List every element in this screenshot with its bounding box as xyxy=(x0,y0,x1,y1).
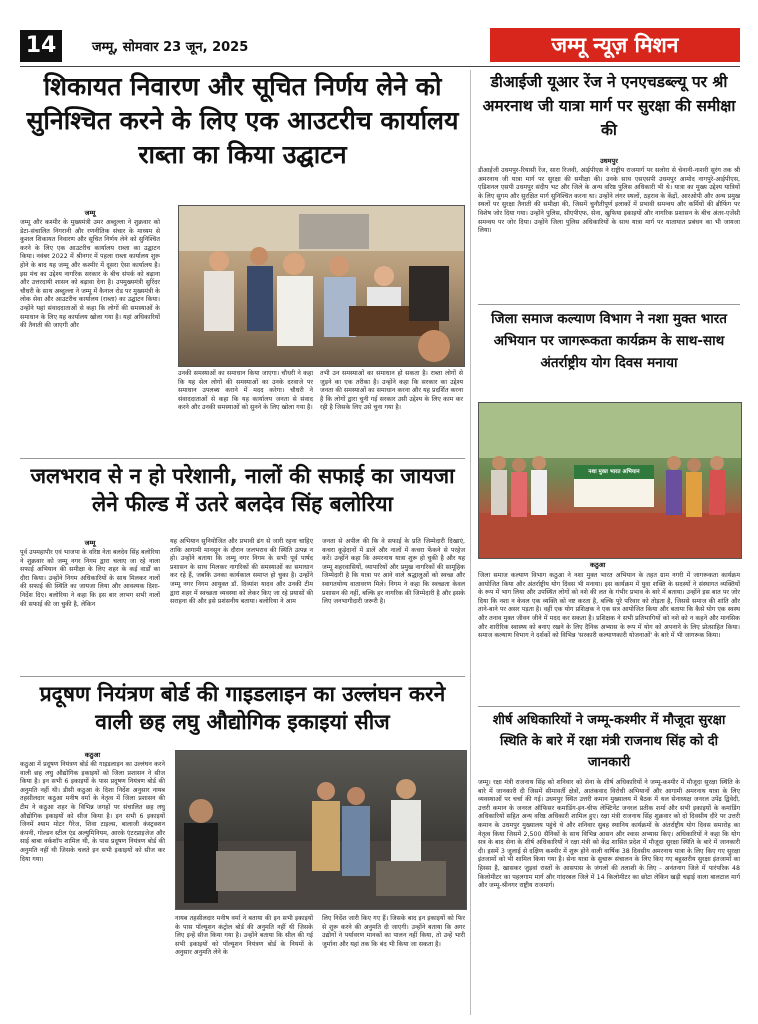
headline-drain-cleaning: जलभराव से न हो परेशानी, नालों की सफाई का जायजा लेने फील्ड में उतरे बलदेव सिंह बलोरिया xyxy=(30,464,455,516)
photo-industrial-unit xyxy=(175,750,467,910)
article-text: जिला समाज कल्याण विभाग कठुआ ने नशा मुक्त भारत अभियान के तहत ग्राम नगरी में जागरूकता कार्यक्रम आयोजित किया और अंतर्राष्ट्रीय योग दिवस भी मनाया। इस कार्यक्रम में युवा शक्ति के सदस्यों ने संस्थागत व्यक्तियों के रूप में भाग लिया और उपस्थित लोगों को नशे की लत के गंभीर प्रभाव के बारे में बताया। उन्होंने इस बात पर जोर दिया कि नशा न केवल एक व्यक्ति को नष्ट करता है, बल्कि पूरे परिवार को तोड़ता है, जिससे समाज की शांति और ताने-बाने पर असर पड़ता है। वहीं एक योग प्रशिक्षक ने एक सत्र आयोजित किया और बताया कि कैसे योग एक स्वस्थ और तनाव मुक्त जीवन जीने में मदद कर सकता है। प्रशिक्षक ने सभी प्रतिभागियों को नशे को न कहने और मानसिक और शारीरिक स्वास्थ्य को बनाए रखने के लिए दैनिक अभ्यास के रूप में योग को अपनाने के लिए प्रोत्साहित किया। समाज कल्याण विभाग ने दर्शकों को विभिन्न 'सरकारी कल्याणकारी योजनाओं' के बारे में भी जागरूक किया। xyxy=(478,572,740,640)
photo-inauguration xyxy=(178,205,465,367)
article-raabta xyxy=(20,70,465,455)
dateline: कठुआ xyxy=(84,751,101,759)
photo-yoga-day-group xyxy=(478,402,742,559)
photo-caption: कठुआ xyxy=(590,561,606,569)
article-text: कठुआ में प्रदूषण नियंत्रण बोर्ड की गाइडलाइन का उल्लंघन करने वाली छह लघु औद्योगिक इकाइयों को जिला प्रशासन ने सीज किया है। इन सभी 6 इकाइयों के पास प्रदूषण नियंत्रण बोर्ड की अनुमति नहीं थी। डीसी कठुआ के दिशा निर्देश अनुसार नायब तहसीलदार कठुआ मनीष वर्मा के नेतृत्व में जिला प्रशासन की टीम ने कठुआ शहर के विभिन्न जगहों पर संचालित छह लघु औद्योगिक इकाइयों को सीज किया है। इन सभी 6 इकाइयों जिनमें श्याम मोटर गैरेज, शिवा टाइल्स, बालाजी कंस्ट्रक्शन कंपनी, गोल्डन स्टील एंड अल्युमिनियम, आरके एंटरप्राइजेज और साई बाबा वर्कशॉप शामिल थी, के पास प्रदूषण नियंत्रण बोर्ड की अनुमति नहीं थी जिसके चलते इन सभी इकाइयों को सीज कर दिया गया। xyxy=(20,761,165,863)
article-pollution-seal xyxy=(20,680,465,1015)
section-rule xyxy=(478,304,740,305)
dateline: जम्मू xyxy=(84,539,96,547)
page-number: 14 xyxy=(20,30,62,62)
article-text: जम्मू। रक्षा मंत्री राजनाथ सिंह को शनिवार को सेना के शीर्ष अधिकारियों ने जम्मू-कश्मीर में मौजूदा सुरक्षा स्थिति के बारे में जानकारी दी जिसमें सीमावर्ती क्षेत्रों, आतंकवाद विरोधी अभियानों और आगामी अमरनाथ यात्रा के लिए व्यवस्थाओं पर चर्चा की गई। उधमपुर स्थित उत्तरी कमान मुख्यालय में बैठक में थल सेनाध्यक्ष जनरल उपेंद्र द्विवेदी, उत्तरी कमान के जनरल ऑफिसर कमांडिंग-इन-चीफ लेफ्टिनेंट जनरल प्रतीक शर्मा और सभी इकाइयों के कमांडिंग अधिकारियों सहित अन्य वरिष्ठ अधिकारी शामिल हुए। रक्षा मंत्री राजनाथ सिंह शुक्रवार को दो दिवसीय दौरे पर उत्तरी कमान के उधमपुर मुख्यालय पहुंचे थे और शनिवार सुबह स्थानिय कार्यक्रमों के अंतर्राष्ट्रीय योग दिवस समारोह का नेतृत्व किया जिसमें 2,500 सैनिकों के साथ विभिन्न आसन और श्वास अभ्यास किए। अधिकारियों ने कहा कि योग सत्र के बाद सेना के शीर्ष अधिकारियों ने रक्षा मंत्री को केंद्र शासित प्रदेश में मौजूदा सुरक्षा स्थिति के बारे में जानकारी दी। इसमें 3 जुलाई से दक्षिण कश्मीर में शुरू होने वाली वार्षिक 38 दिवसीय अमरनाथ यात्रा के लिए किए गए सुरक्षा इंतजामों को भी शामिल किया गया है। सेना यात्रा के सुचारू संचालन के लिए किए गए बहुस्तरीय सुरक्षा इंतजामों का हिस्सा है, खासकर जुड़वां रास्तों के आसपास के जंगलों की तलाशी के लिए - अनंतनाग जिले में पारंपरिक 48 किलोमीटर का पहलगाम मार्ग और गांदरबल जिले में 14 किलोमीटर का छोटा लेकिन खड़ी चढ़ाई वाला बालटाल मार्ग और जम्मू-श्रीनगर राष्ट्रीय राजमार्ग। xyxy=(478,779,740,890)
article-text: पूर्व उपमहापौर एवं भाजपा के वरिष्ठ नेता बलदेव सिंह बलोरिया ने शुक्रवार को जम्मू नगर निगम द्वारा चलाए जा रहे नाला सफाई अभियान की समीक्षा के लिए शहर के कई वार्डों का दौरा किया। उन्होंने निगम अधिकारियों के साथ मिलकर नालों की सफाई की स्थिति का जायजा लिया और आवश्यक दिशा-निर्देश दिए। बलोरिया ने कहा कि इस बार लाभग सभी नालों की सफाई की जा चुकी है, लेकिन xyxy=(20,549,160,608)
headline-pollution-seal: प्रदूषण नियंत्रण बोर्ड की गाइडलाइन का उल्लंघन करने वाली छह लघु औद्योगिक इकाइयां सीज xyxy=(39,682,446,734)
article-text: नायब तहसीलदार मनीष वर्मा ने बताया की इन सभी इकाइयों के पास पॉल्यूशन कंट्रोल बोर्ड की अनुमति नहीं थी जिसके लिए इन्हें सीज किया गया है। उन्होंने बताया कि सील की गई सभी इकाइयों को पॉल्यूशन नियंत्रण बोर्ड के नियमों के अनुसार अनुमति लेने के xyxy=(175,915,313,957)
headline-nasha-mukt: जिला समाज कल्याण विभाग ने नशा मुक्त भारत अभियान पर जागरूकता कार्यक्रम के साथ-साथ अंतर्राष्ट्रीय योग दिवस मनाया xyxy=(491,311,727,371)
headline-dig-review: डीआईजी यूआर रेंज ने एनएचडब्ल्यू पर श्री अमरनाथ जी यात्रा मार्ग पर सुरक्षा की समीक्षा की xyxy=(482,73,736,139)
article-rajnath-briefing xyxy=(478,710,740,891)
article-drain-cleaning xyxy=(20,462,465,672)
column-divider xyxy=(470,70,471,1015)
dateline: जम्मू xyxy=(84,209,96,217)
article-text: उनकी समस्याओं का समाधान किया जाएगा। चौधरी ने कहा कि यह सेल लोगों की समस्याओं का उनके दरवाजे पर समाधान उपलब्ध कराने में मदद करेगा। चौधरी ने संवाददाताओं से कहा कि यह कार्यालय जनता से संवाद करने और उनकी समस्याओं को सुनने के लिए खोला गया है। xyxy=(178,370,313,412)
article-text: तभी उन समस्याओं का समाधान हो सकता है। राब्ता लोगों से जुड़ने का एक तरीका है। उन्होंने कहा कि सरकार का उद्देश्य जनता की समस्याओं का समाधान करना और यह प्रदर्शित करना है कि लोगों द्वारा चुनी गई सरकार उसी उद्देश्य के लिए काम कर रही है जिसके लिए उसे चुना गया है। xyxy=(320,370,463,412)
article-dig-review xyxy=(478,70,740,236)
article-text: जनता से अपील की कि वे सफाई के प्रति जिम्मेदारी दिखाएं, कचरा कूड़ेदानों में डालें और नालों में कचरा फेंकने से परहेज करें। उन्होंने कहा कि अमरनाथ यात्रा शुरू हो चुकी है और यह जम्मू शहरवासियों, व्यापारियों और प्रमुख नागरिकों की सामूहिक जिम्मेदारी है कि यात्रा पर आने वाले श्रद्धालुओं को स्वच्छ और स्वागतयोग्य वातावरण मिले। निगम ने कहा कि स्वच्छता केवल प्रशासन की नहीं, बल्कि हर नागरिक की जिम्मेदारी है और इसके लिए जनभागीदारी जरूरी है। xyxy=(322,538,465,606)
header-rule xyxy=(20,66,740,67)
article-text: जम्मू और कश्मीर के मुख्यमंत्री उमर अब्दुल्ला ने शुक्रवार को डेटा-संचालित निगरानी और रणनीतिक संचार के माध्यम से कुशल शिकायत निवारण और सूचित निर्णय लेने को सुनिश्चित करने के लिए एक आउटरीच कार्यालय राब्ता का उद्घाटन किया। नवंबर 2022 में श्रीनगर में पहला राब्ता कार्यालय शुरू होने के बाद यह जम्मू और कश्मीर में दूसरा ऐसा कार्यालय है। इस मंच का उद्देश्य नागरिक सरकार के बीच संपर्क को बढ़ाना और उत्तरदायी शासन को बढ़ावा देना है। उपमुख्यमंत्री सुरिंदर चौधरी के साथ अब्दुल्ला ने जम्मू में कैनाल रोड पर मुख्यमंत्री के लोक सेवा और आउटरीच कार्यालय (राब्ता) का उद्घाटन किया। उन्होंने यहां संवाददाताओं से कहा कि लोगों की समस्याओं के समाधान के लिए यह कार्यालय खोला गया है। यहां अधिकारियों की तैनाती की जाएगी और xyxy=(20,219,160,330)
article-text: डीआईजी उधमपुर-रियासी रेंज, सारा रिजवी, आईपीएस ने राष्ट्रीय राजमार्ग पर सलोरा से चेनानी-नाशरी सुरंग तक श्री अमरनाथ जी यात्रा मार्ग पर सुरक्षा की समीक्षा की। उनके साथ एसएसपी उधमपुर आमोद नागपुरे-आईपीएस, एडिशनल एसपी उधमपुर संदीप भट और जिले के अन्य वरिष्ठ पुलिस अधिकारी भी थे। यात्रा का मुख्य उद्देश्य यात्रियों के लिए सुगम और सुरक्षित मार्ग सुनिश्चित करना था। उन्होंने लंगर स्थलों, ठहराव के केंद्रों, आरओपी और अन्य प्रमुख स्थलों पर सुरक्षा तैनाती की समीक्षा की, जिसमें चुनौतीपूर्ण इलाकों में प्रभावी समन्वय और कर्मियों की ब्रीफिंग पर विशेष जोर दिया गया। उन्होंने पुलिस, सीएपीएफ, सेना, खुफिया इकाइयों और नागरिक प्रशासन के बीच अंतर-एजेंसी समन्वय पर जोर दिया। उन्होंने जिला पुलिस अधिकारियों के साथ यात्रा मार्ग पर यातायात प्रबंधन का भी जायजा लिया। xyxy=(478,167,740,235)
section-rule xyxy=(478,706,740,707)
article-text: लिए निर्देश जारी किए गए हैं। जिसके बाद इन इकाइयों को फिर से शुरू करने की अनुमति दी जाएगी। उन्होंने बताया कि अगर उद्योगों ने पर्यावरण मानकों का पालन नहीं किया, तो उन्हें भारी जुर्माना और यहां तक कि बंद भी किया जा सकता है। xyxy=(322,915,465,948)
headline-raabta: शिकायत निवारण और सूचित निर्णय लेने को सुनिश्चित करने के लिए एक आउटरीच कार्यालय राब्ता का किया उद्घाटन xyxy=(26,72,459,169)
article-nasha-mukt xyxy=(478,308,740,374)
masthead: जम्मू न्यूज़ मिशन xyxy=(490,28,740,62)
awareness-banner-text: नशा मुक्त भारत अभियान xyxy=(588,469,640,475)
header-dateline: जम्मू, सोमवार 23 जून, 2025 xyxy=(92,40,249,55)
article-text: यह अभियान सुनियोजित और प्रभावी ढंग से जारी रहना चाहिए ताकि आगामी मानसून के दौरान जलभराव की स्थिति उत्पन्न न हो। उन्होंने बताया कि जम्मू नगर निगम के सभी पूर्व पार्षद प्रशासन के साथ मिलकर नागरिकों की समस्याओं का समाधान कर रहे हैं, जबकि उनका कार्यकाल समाप्त हो चुका है। उन्होंने जम्मू नगर निगम आयुक्त डॉ. दिव्यांश यादव और उनकी टीम द्वारा शहर में स्वच्छता व्यवस्था को लेकर किए जा रहे प्रयासों की सराहना की और इसे प्रशंसनीय बताया। बलोरिया ने आम xyxy=(170,538,313,606)
section-rule xyxy=(20,458,465,459)
headline-rajnath-briefing: शीर्ष अधिकारियों ने जम्मू-कश्मीर में मौजूदा सुरक्षा स्थिति के बारे में रक्षा मंत्री राजनाथ सिंह को दी जानकारी xyxy=(492,713,726,770)
section-rule xyxy=(20,676,465,677)
inauguration-illustration xyxy=(179,206,464,366)
industrial-unit-illustration xyxy=(176,751,466,909)
yoga-group-illustration xyxy=(479,403,741,558)
dateline: उधमपुर xyxy=(600,157,618,165)
